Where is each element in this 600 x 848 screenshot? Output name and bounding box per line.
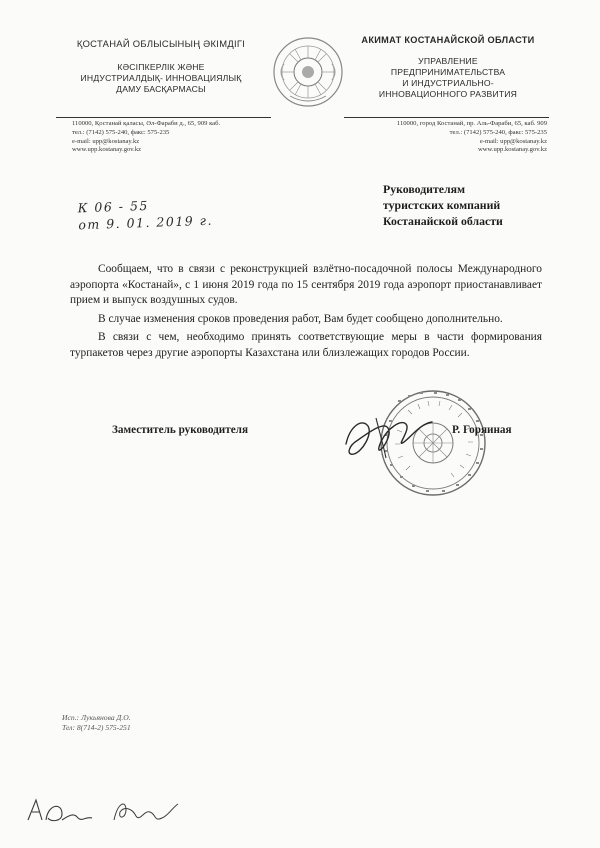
dept-line: ПРЕДПРИНИМАТЕЛЬСТВА [390,67,506,77]
dept-line: ИННОВАЦИОННОГО РАЗВИТИЯ [378,89,518,99]
approval-initials [22,790,192,830]
reference-number: К 06 - 55 [77,197,150,216]
signatory-name: Р. Горяиная [452,424,512,436]
letterhead-right [348,34,548,100]
body-paragraph: В случае изменения сроков проведения работ, Вам будет сообщено дополнительно. [98,312,503,325]
address-ru [344,120,547,155]
address-line: тел.: (7142) 575-240, факс: 575-235 [449,128,547,136]
outgoing-reference [77,196,213,233]
dept-line: УПРАВЛЕНИЕ [418,56,478,66]
address-line: 110000, город Костанай, пр. Аль-Фараби, 65, каб. 909 [396,120,547,127]
letterhead-divider-left [56,117,271,118]
recipient-line: Руководителям [383,182,466,196]
dept-line: ДАМУ БАСҚАРМАСЫ [116,84,206,94]
dept-line: ИНДУСТРИАЛДЫҚ- ИННОВАЦИЯЛЫҚ [80,73,242,83]
dept-line: И ИНДУСТРИАЛЬНО- [402,78,494,88]
address-line: тел.: (7142) 575-240, факс: 575-235 [72,128,170,136]
letter-body [70,262,542,365]
address-line: e-mail: upp@kostanay.kz [479,137,547,145]
letterhead-left [56,38,266,95]
executor-name: Исп.: Лукьянова Д.О. [62,713,131,722]
address-line: 110000, Қостанай қаласы, Әл-Фараби д., 65, 909 каб. [72,120,221,127]
state-emblem-icon [270,34,346,110]
executor-phone: Тел: 8(714-2) 575-251 [62,723,131,732]
body-paragraph: Сообщаем, что в связи с реконструкцией взлётно-посадочной полосы Международного аэропорта «Костанай», с 1 июня 2019 года по 15 сентября 2019 года аэропорт приостанавливает прием и выпуск воздушных судов. [70,263,542,307]
address-line: www.upp.kostanay.gov.kz [477,146,547,154]
address-kz [72,120,272,155]
address-line: e-mail: upp@kostanay.kz [72,137,140,145]
handwritten-signature [340,404,450,464]
dept-name-kz [56,62,266,95]
body-paragraph: В связи с чем, необходимо принять соответствующие меры в части формирования турпакетов через другие аэропорты Казахстана или близлежащих городов России. [70,331,542,359]
dept-name-ru [348,56,548,100]
signatory-title: Заместитель руководителя [112,424,248,436]
org-name-kz: ҚОСТАНАЙ ОБЛЫСЫНЫҢ ӘКІМДІГІ [76,38,246,49]
recipient-line: туристских компаний [383,198,501,212]
org-name-ru: АКИМАТ КОСТАНАЙСКОЙ ОБЛАСТИ [361,35,535,45]
dept-line: КӘСІПКЕРЛІК ЖӘНЕ [117,62,205,72]
address-line: www.upp.kostanay.gov.kz [72,146,142,154]
executor-info [62,713,131,733]
recipient-line: Костанайской области [383,214,503,228]
reference-date: от 9. 01. 2019 г. [78,212,214,233]
recipient-block [383,181,573,229]
letterhead-divider-right [344,117,549,118]
